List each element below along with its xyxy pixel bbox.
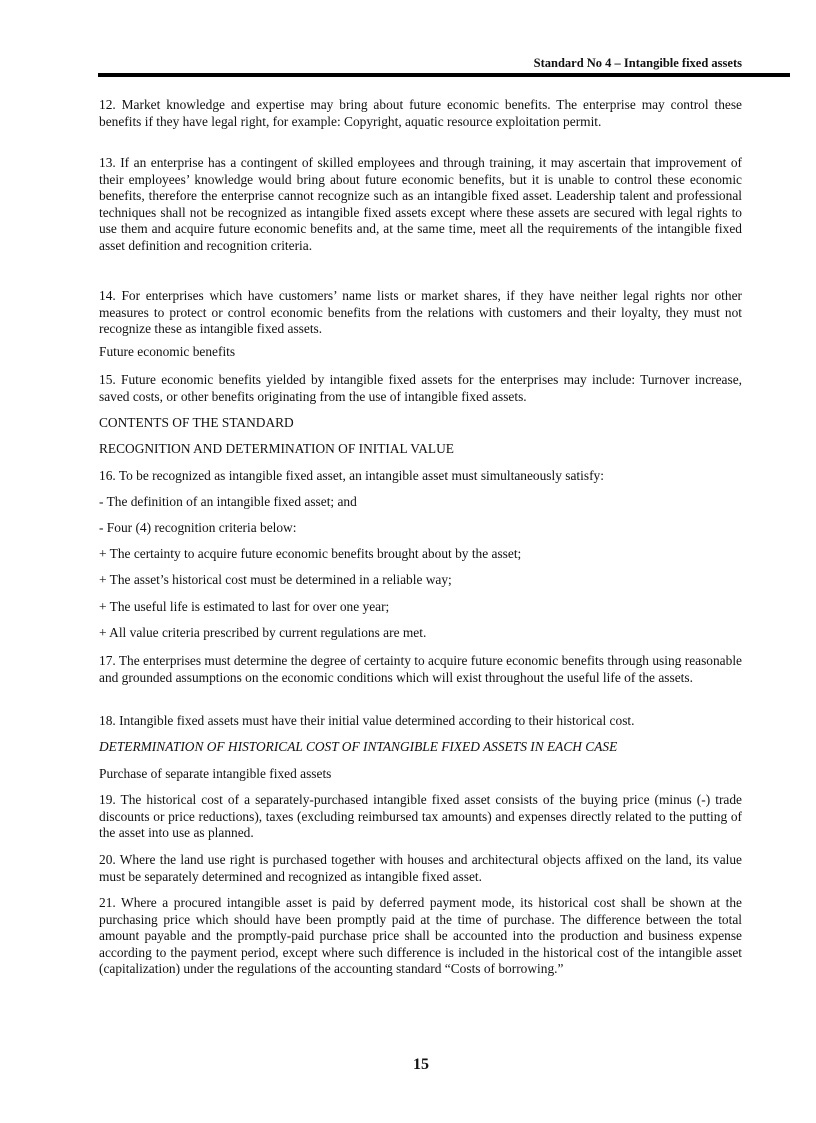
paragraph-20: 20. Where the land use right is purchased together with houses and architectural objects affixed on the land, its value must be separately determined and recognized as intangible fixed asset. [99,852,742,884]
paragraph-17: 17. The enterprises must determine the degree of certainty to acquire future economic benefits through using reasonable and grounded assumptions on the economic conditions which will exist throughout the useful life of the assets. [99,653,742,685]
section-heading-historical-cost: DETERMINATION OF HISTORICAL COST OF INTANGIBLE FIXED ASSETS IN EACH CASE [99,739,618,754]
running-header: Standard No 4 – Intangible fixed assets [533,56,742,70]
paragraph-16: 16. To be recognized as intangible fixed asset, an intangible asset must simultaneously satisfy: [99,468,604,483]
subheading-purchase: Purchase of separate intangible fixed assets [99,766,332,781]
subheading-future-benefits: Future economic benefits [99,344,236,359]
paragraph-14: 14. For enterprises which have customers’ name lists or market shares, if they have neither legal rights nor other measures to protect or control economic benefits from the relations with customers and their loyalty, they must not recognize these as intangible fixed assets. [99,288,742,337]
section-heading-recognition: RECOGNITION AND DETERMINATION OF INITIAL VALUE [99,441,454,456]
header-rule [98,73,790,77]
paragraph-13: 13. If an enterprise has a contingent of skilled employees and through training, it may ascertain that improvement of their employees’ knowledge would bring about future economic benefits, but it is unable to control these economic benefits, therefore the enterprise cannot recognize such as an intangible fixed asset. Leadership talent and professional techniques shall not be recognized as intangible fixed assets except where these assets are secured with legal rights to use them and acquire future economic benefits and, at the same time, meet all the requirements of the intangible fixed asset definition and recognition criteria. [99,155,742,253]
list-item: - Four (4) recognition criteria below: [99,520,297,535]
paragraph-12: 12. Market knowledge and expertise may bring about future economic benefits. The enterprise may control these benefits if they have legal right, for example: Copyright, aquatic resource exploitation permit. [99,97,742,129]
paragraph-21: 21. Where a procured intangible asset is paid by deferred payment mode, its historical cost shall be shown at the purchasing price which should have been promptly paid at the time of purchase. The difference between the total amount payable and the promptly-paid purchase price shall be accounted into the production and business expense according to the payment period, except where such difference is included in the historical cost of the intangible asset (capitalization) under the regulations of the accounting standard “Costs of borrowing.” [99,895,742,977]
paragraph-18: 18. Intangible fixed assets must have their initial value determined according to their historical cost. [99,713,635,728]
section-heading-contents: CONTENTS OF THE STANDARD [99,415,294,430]
list-item: + All value criteria prescribed by current regulations are met. [99,625,427,640]
list-item: + The asset’s historical cost must be determined in a reliable way; [99,572,452,587]
list-item: + The useful life is estimated to last for over one year; [99,599,390,614]
list-item: - The definition of an intangible fixed asset; and [99,494,357,509]
paragraph-15: 15. Future economic benefits yielded by intangible fixed assets for the enterprises may include: Turnover increase, saved costs, or other benefits originating from the use of intangible fixed assets. [99,372,742,404]
page-number: 15 [413,1056,429,1073]
paragraph-19: 19. The historical cost of a separately-purchased intangible fixed asset consists of the buying price (minus (-) trade discounts or price reductions), taxes (excluding reimbursed tax amounts) and expenses directly related to the putting of the asset into use as planned. [99,792,742,841]
list-item: + The certainty to acquire future economic benefits brought about by the asset; [99,546,522,561]
